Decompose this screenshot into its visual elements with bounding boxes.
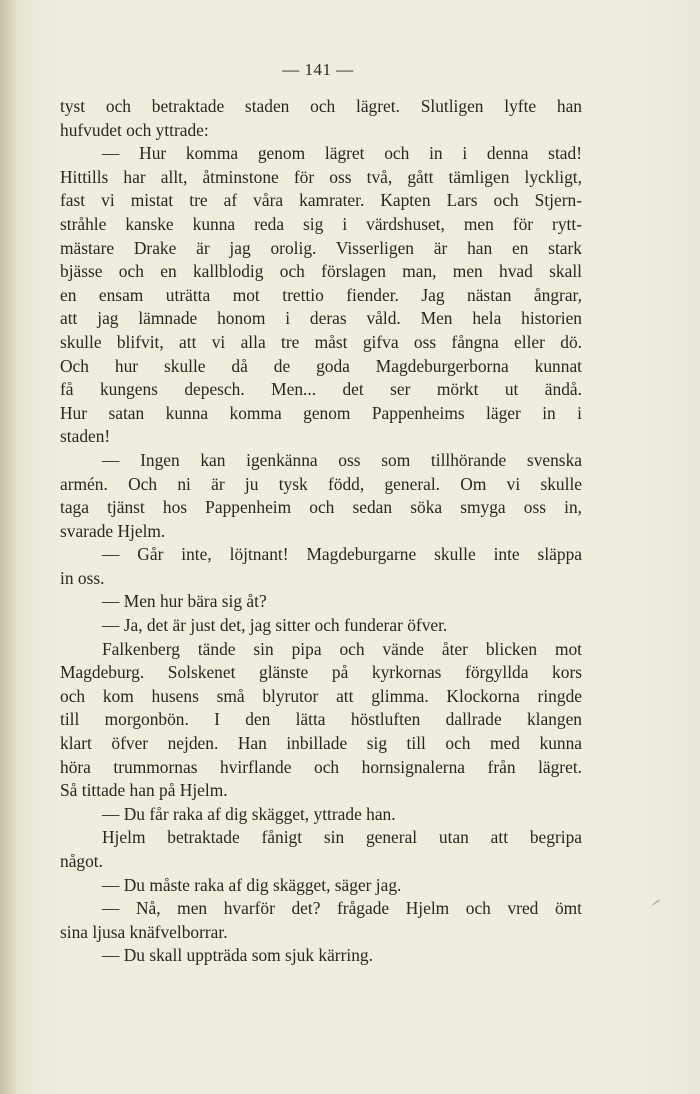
text-line: tyst och betraktade staden och lägret. Slutligen lyfte han xyxy=(60,96,582,116)
text-line: — Hur komma genom lägret och in i denna stad! xyxy=(102,143,582,164)
text-line: något. xyxy=(60,851,103,871)
text-line: — Går inte, löjtnant! Magdeburgarne skulle inte släppa xyxy=(102,544,582,565)
paper-speck xyxy=(652,900,659,905)
text-line: Så tittade han på Hjelm. xyxy=(60,780,228,801)
text-line: Och hur skulle då de goda Magdeburgerborna kunnat xyxy=(60,355,582,376)
text-line: — Ingen kan igenkänna oss som tillhörande svenska xyxy=(102,449,582,470)
text-line: taga tjänst hos Pappenheim och sedan söka smyga oss in, xyxy=(60,497,582,518)
text-line: klart öfver nejden. Han inbillade sig till och med kunna xyxy=(60,733,582,754)
text-line: fast vi mistat tre af våra kamrater. Kapten Lars och Stjern- xyxy=(60,190,582,211)
text-line: få kungens depesch. Men... det ser mörkt ut ändå. xyxy=(60,379,582,400)
text-line: och kom husens små blyrutor att glimma. Klockorna ringde xyxy=(60,685,582,706)
text-line: — Du måste raka af dig skägget, säger jag. xyxy=(102,874,402,895)
text-line: höra trummornas hvirflande och hornsignalerna från lägret. xyxy=(60,756,582,777)
text-line: — Du får raka af dig skägget, yttrade han. xyxy=(102,803,396,824)
text-line: Magdeburg. Solskenet glänste på kyrkornas förgyllda kors xyxy=(60,662,582,683)
text-line: Hittills har allt, åtminstone för oss två, gått tämligen lyckligt, xyxy=(60,166,582,187)
text-line: mästare Drake är jag orolig. Visserligen är han en stark xyxy=(60,237,582,258)
text-line: — Men hur bära sig åt? xyxy=(102,591,267,612)
text-line: en ensam uträtta mot trettio fiender. Jag nästan ångrar, xyxy=(60,284,582,305)
page-number: — 141 — xyxy=(282,60,354,79)
text-line: stråhle kanske kunna reda sig i värdshuset, men för rytt- xyxy=(60,213,582,234)
page-gutter-shadow xyxy=(0,0,18,1094)
text-line: — Nå, men hvarför det? frågade Hjelm och vred ömt xyxy=(102,898,582,919)
text-line: Falkenberg tände sin pipa och vände åter blicken mot xyxy=(102,638,582,659)
text-line: armén. Och ni är ju tysk född, general. Om vi skulle xyxy=(60,473,582,494)
text-line: att jag lämnade honom i deras våld. Men hela historien xyxy=(60,308,582,329)
text-line: in oss. xyxy=(60,567,105,588)
text-line: Hjelm betraktade fånigt sin general utan att begripa xyxy=(102,827,582,848)
text-line: hufvudet och yttrade: xyxy=(60,119,209,140)
text-line: staden! xyxy=(60,426,111,447)
text-line: bjässe och en kallblodig och förslagen man, men hvad skall xyxy=(60,261,582,282)
text-line: till morgonbön. I den lätta höstluften dallrade klangen xyxy=(60,709,582,730)
text-line: Hur satan kunna komma genom Pappenheims läger in i xyxy=(60,402,582,423)
text-line: sina ljusa knäfvelborrar. xyxy=(60,921,228,942)
text-line: — Du skall uppträda som sjuk kärring. xyxy=(102,945,373,966)
text-line: skulle blifvit, att vi alla tre måst gifva oss fångna eller dö. xyxy=(60,331,582,352)
text-line: svarade Hjelm. xyxy=(60,520,166,541)
body-text xyxy=(60,95,582,968)
text-line: — Ja, det är just det, jag sitter och funderar öfver. xyxy=(102,615,448,636)
